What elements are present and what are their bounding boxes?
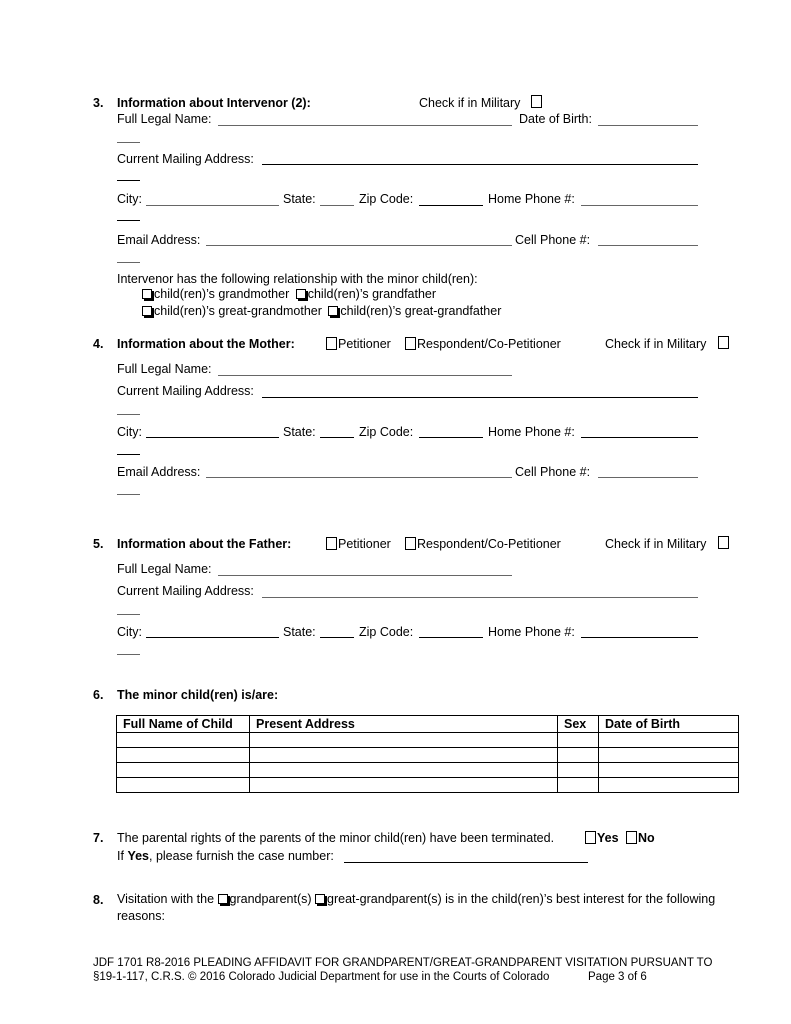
mailing-address-continuation[interactable]	[117, 180, 140, 181]
relationship-options-row1	[142, 287, 436, 301]
state-label: State:	[283, 192, 316, 206]
footer-line1: JDF 1701 R8-2016 PLEADING AFFIDAVIT FOR GRANDPARENT/GREAT-GRANDPARENT VISITATION PURSUANT TO	[93, 957, 713, 969]
mailing-address-field[interactable]	[262, 164, 698, 165]
table-row	[117, 778, 739, 793]
email-label: Email Address:	[117, 233, 201, 247]
case-number-text: , please furnish the case number:	[149, 849, 334, 863]
city-label: City:	[117, 192, 142, 206]
table-cell[interactable]	[250, 748, 558, 763]
table-cell[interactable]	[250, 763, 558, 778]
grandmother-checkbox[interactable]	[142, 289, 152, 299]
mailing-address-label: Current Mailing Address:	[117, 384, 254, 398]
military-checkbox[interactable]	[531, 95, 543, 109]
petitioner-label: Petitioner	[338, 337, 391, 351]
state-label: State:	[283, 625, 316, 639]
mailing-address-label: Current Mailing Address:	[117, 152, 254, 166]
case-number-label	[117, 849, 334, 863]
section-number: 5.	[93, 537, 104, 551]
no-label: No	[638, 831, 655, 845]
section-number: 3.	[93, 96, 104, 110]
full-name-label: Full Legal Name:	[117, 362, 212, 376]
relationship-options-row2	[142, 304, 501, 318]
state-field[interactable]	[320, 437, 354, 438]
footer-line2: §19-1-117, C.R.S. © 2016 Colorado Judicial Department for use in the Courts of Colorado	[93, 971, 550, 983]
petitioner-option	[326, 337, 391, 351]
cell-phone-continuation[interactable]	[117, 262, 140, 263]
table-row	[117, 763, 739, 778]
zip-label: Zip Code:	[359, 425, 414, 439]
dob-field-continuation[interactable]	[117, 142, 140, 143]
visitation-pre: Visitation with the	[117, 892, 215, 906]
dob-label: Date of Birth:	[519, 112, 592, 126]
mailing-address-continuation[interactable]	[117, 414, 140, 415]
great-grandparents-label: great-grandparent(s) is in the child(ren)’s best interest for the following	[327, 892, 716, 906]
petitioner-option	[326, 537, 391, 551]
home-phone-label: Home Phone #:	[488, 425, 575, 439]
zip-field[interactable]	[419, 637, 483, 638]
mailing-address-field[interactable]	[262, 397, 698, 398]
military-label: Check if in Military	[605, 337, 707, 351]
respondent-option	[405, 337, 561, 351]
city-label: City:	[117, 625, 142, 639]
great-grandfather-label: child(ren)’s great-grandfather	[340, 304, 502, 318]
column-header: Date of Birth	[599, 716, 739, 733]
full-name-field[interactable]	[218, 575, 512, 576]
grandparents-checkbox[interactable]	[218, 894, 228, 904]
mailing-address-field[interactable]	[262, 597, 698, 598]
home-phone-continuation[interactable]	[117, 654, 140, 655]
table-header-row	[117, 716, 739, 733]
section-title: Information about the Father:	[117, 537, 292, 551]
respondent-label: Respondent/Co-Petitioner	[417, 337, 561, 351]
zip-label: Zip Code:	[359, 625, 414, 639]
military-checkbox[interactable]	[718, 536, 730, 550]
relationship-text: Intervenor has the following relationship with the minor child(ren):	[117, 272, 478, 286]
page-number: Page 3 of 6	[588, 971, 647, 983]
table-cell[interactable]	[558, 778, 599, 793]
great-grandfather-checkbox[interactable]	[328, 306, 338, 316]
case-number-field[interactable]	[344, 862, 588, 863]
section-number: 8.	[93, 893, 104, 907]
mailing-address-continuation[interactable]	[117, 614, 140, 615]
zip-field[interactable]	[419, 437, 483, 438]
cell-phone-label: Cell Phone #:	[515, 465, 591, 479]
section-title: The minor child(ren) is/are:	[117, 688, 279, 702]
full-name-field[interactable]	[218, 375, 512, 376]
petitioner-checkbox[interactable]	[326, 537, 337, 550]
section-title: Information about Intervenor (2):	[117, 96, 311, 110]
city-field[interactable]	[146, 205, 279, 206]
section-number: 7.	[93, 831, 104, 845]
yes-label: Yes	[597, 831, 619, 845]
full-name-label: Full Legal Name:	[117, 562, 212, 576]
if-yes-text: Yes	[127, 849, 149, 863]
section-number: 4.	[93, 337, 104, 351]
city-field[interactable]	[146, 637, 279, 638]
city-label: City:	[117, 425, 142, 439]
yes-checkbox[interactable]	[585, 831, 596, 844]
table-row	[117, 748, 739, 763]
visitation-text	[117, 892, 715, 906]
table-cell[interactable]	[558, 763, 599, 778]
email-field[interactable]	[206, 245, 512, 246]
terminated-text: The parental rights of the parents of the minor child(ren) have been terminated.	[117, 831, 555, 845]
section-number: 6.	[93, 688, 104, 702]
table-row	[117, 733, 739, 748]
respondent-label: Respondent/Co-Petitioner	[417, 537, 561, 551]
home-phone-continuation[interactable]	[117, 220, 140, 221]
section-title: Information about the Mother:	[117, 337, 295, 351]
state-field[interactable]	[320, 205, 354, 206]
table-cell[interactable]	[250, 778, 558, 793]
home-phone-label: Home Phone #:	[488, 192, 575, 206]
zip-field[interactable]	[419, 205, 483, 206]
table-cell[interactable]	[117, 733, 250, 748]
grandparents-label: grandparent(s)	[229, 892, 312, 906]
home-phone-field[interactable]	[581, 437, 698, 438]
state-label: State:	[283, 425, 316, 439]
cell-phone-continuation[interactable]	[117, 494, 140, 495]
column-header: Full Name of Child	[117, 716, 250, 733]
table-cell[interactable]	[599, 748, 739, 763]
petitioner-label: Petitioner	[338, 537, 391, 551]
cell-phone-label: Cell Phone #:	[515, 233, 591, 247]
no-checkbox[interactable]	[626, 831, 637, 844]
respondent-checkbox[interactable]	[405, 337, 416, 350]
state-field[interactable]	[320, 637, 354, 638]
home-phone-field[interactable]	[581, 637, 698, 638]
table-cell[interactable]	[599, 733, 739, 748]
military-label: Check if in Military	[419, 96, 521, 110]
home-phone-field[interactable]	[581, 205, 698, 206]
home-phone-continuation[interactable]	[117, 454, 140, 455]
table-cell[interactable]	[558, 748, 599, 763]
cell-phone-field[interactable]	[598, 245, 698, 246]
petitioner-checkbox[interactable]	[326, 337, 337, 350]
table-cell[interactable]	[558, 733, 599, 748]
if-text: If	[117, 849, 124, 863]
grandfather-label: child(ren)’s grandfather	[307, 287, 437, 301]
respondent-checkbox[interactable]	[405, 537, 416, 550]
full-name-label: Full Legal Name:	[117, 112, 212, 126]
children-table	[116, 715, 739, 793]
full-name-field[interactable]	[218, 125, 512, 126]
table-cell[interactable]	[250, 733, 558, 748]
mailing-address-label: Current Mailing Address:	[117, 584, 254, 598]
table-cell[interactable]	[117, 778, 250, 793]
great-grandmother-label: child(ren)’s great-grandmother	[154, 304, 322, 318]
respondent-option	[405, 537, 561, 551]
yes-option	[585, 831, 619, 845]
city-field[interactable]	[146, 437, 279, 438]
home-phone-label: Home Phone #:	[488, 625, 575, 639]
table-cell[interactable]	[599, 778, 739, 793]
table-cell[interactable]	[117, 763, 250, 778]
great-grandmother-checkbox[interactable]	[142, 306, 152, 316]
table-cell[interactable]	[599, 763, 739, 778]
column-header: Sex	[558, 716, 599, 733]
dob-field[interactable]	[598, 125, 698, 126]
military-label: Check if in Military	[605, 537, 707, 551]
grandfather-checkbox[interactable]	[296, 289, 306, 299]
zip-label: Zip Code:	[359, 192, 414, 206]
visitation-reasons-label: reasons:	[117, 909, 165, 923]
grandmother-label: child(ren)’s grandmother	[154, 287, 290, 301]
table-cell[interactable]	[117, 748, 250, 763]
great-grandparents-checkbox[interactable]	[315, 894, 325, 904]
email-label: Email Address:	[117, 465, 201, 479]
email-field[interactable]	[206, 477, 512, 478]
military-checkbox[interactable]	[718, 336, 730, 350]
no-option	[626, 831, 655, 845]
cell-phone-field[interactable]	[598, 477, 698, 478]
column-header: Present Address	[250, 716, 558, 733]
